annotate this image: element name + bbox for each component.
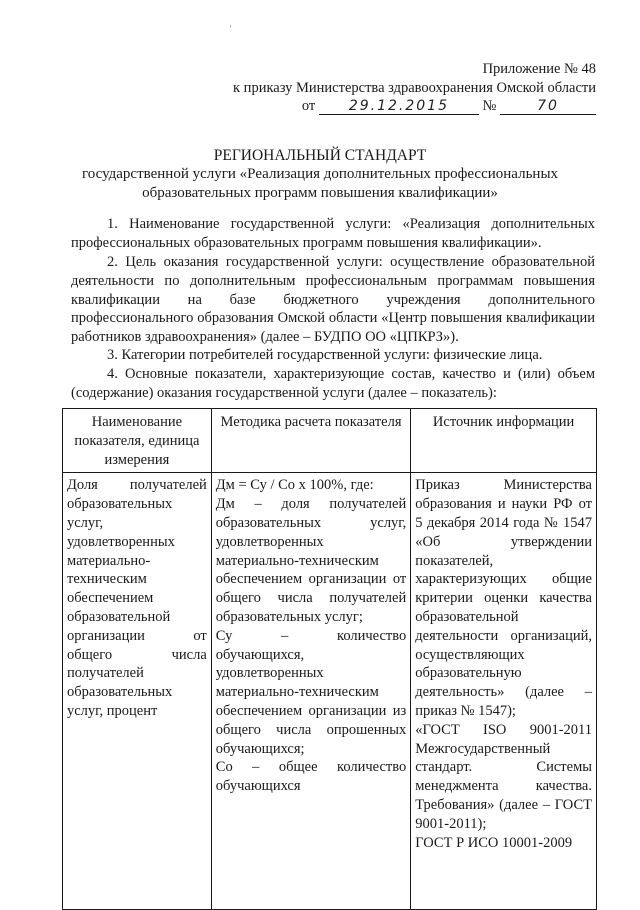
paragraph-indicators [71,365,595,403]
paragraph-consumer-categories [71,346,595,365]
handwritten-date: 29.12.2015 [319,99,479,115]
appendix-number: Приложение № 48 [482,61,596,77]
table-header-row [63,409,597,473]
paragraph-service-name [71,215,595,253]
table-row [63,473,597,910]
source-gost-10001: ГОСТ Р ИСО 10001-2009 [415,834,573,851]
method-su: Су – количество обучающихся, удовлетворенных материально-техническим обеспечением организации из общего числа опрошенных обучающихся; [215,627,407,757]
order-date-number [302,97,596,115]
header-information-source: Источник информации [411,409,597,473]
source-gost-9001: «ГОСТ ISO 9001-2011 Межгосударственный стандарт. Системы менеджмента качества. Требования» (далее – ГОСТ 9001-2011); [415,721,592,832]
date-prefix: от [301,98,316,114]
document-subtitle-line-2: образовательных программ повышения квалификации» [142,185,498,201]
document-title: РЕГИОНАЛЬНЫЙ СТАНДАРТ [213,147,427,164]
scan-mark: ' [230,24,232,33]
paragraph-text: 1. Наименование государственной услуги: «Реализация дополнительных профессиональных образовательных программ повышения квалификации». [71,216,595,251]
order-reference: к приказу Министерства здравоохранения Омской области [233,80,596,96]
document-subtitle-line-1: государственной услуги «Реализация дополнительных профессиональных [81,166,559,182]
paragraph-text: 2. Цель оказания государственной услуги: осуществление образовательной деятельности по дополнительным профессиональным программам повышения квалификации на базе бюджетного учреждения дополнительного профессионального образования Омской области «Центр повышения квалификации работников здравоохранения» (далее – БУДПО ОО «ЦПКРЗ»). [71,254,595,346]
cell-method [211,473,410,910]
source-order-1547: Приказ Министерства образования и науки РФ от 5 декабря 2014 года № 1547 «Об утверждении показателей, характеризующих общие критерии оценки качества образовательной деятельности организаций, осуществляющих образовательную деятельность» (далее – приказ № 1547); [415,477,592,719]
method-so: Со – общее количество обучающихся [215,759,407,795]
number-prefix: № [482,98,497,114]
header-indicator-name: Наименование показателя, единица измерения [63,409,212,473]
method-dm: Дм – доля получателей образовательных услуг, удовлетворенных материально-техническим обеспечением организации от общего числа получателей образовательных услуг; [215,496,407,625]
paragraph-text: 4. Основные показатели, характеризующие состав, качество и (или) объем (содержание) оказания государственной услуги (далее – показатель): [71,366,595,401]
handwritten-number: 70 [500,99,596,115]
cell-source [411,473,597,910]
header-calculation-method: Методика расчета показателя [211,409,410,473]
indicators-table [62,408,597,910]
cell-indicator: Доля получателей образовательных услуг, удовлетворенных материально-техническим обеспечением образовательной организации от общего числа получателей образовательных услуг, процент [63,473,212,910]
method-formula: Дм = Су / Со х 100%, где: [215,477,374,494]
paragraph-service-goal [71,253,595,347]
paragraph-text: 3. Категории потребителей государственной услуги: физические лица. [107,347,543,363]
